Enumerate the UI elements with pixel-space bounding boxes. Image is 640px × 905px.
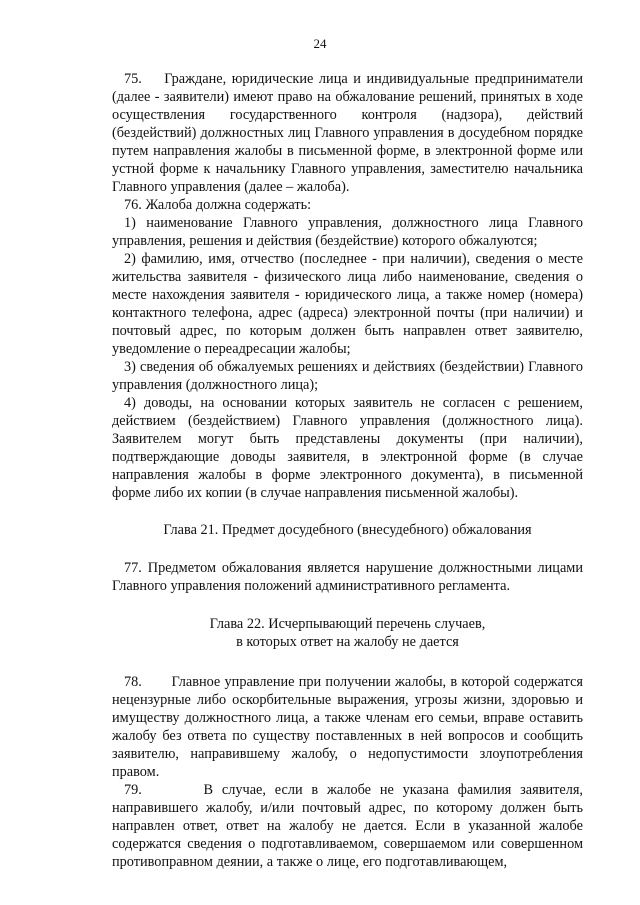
paragraph-76-item-3: 3) сведения об обжалуемых решениях и действиях (бездействии) Главного управления (должностного лица); bbox=[112, 359, 583, 393]
chapter-22-heading bbox=[112, 615, 583, 651]
chapter-22-heading-line-2: в которых ответ на жалобу не дается bbox=[236, 634, 459, 650]
paragraph-79: 79. В случае, если в жалобе не указана фамилия заявителя, направившего жалобу, и/или почтовый адрес, по которому должен быть направлен ответ, ответ на жалобу не дается. Если в указанной жалобе содержатся сведения о подготавливаемом, совершаемом или совершенном противоправном деянии, а также о лице, его подготавливающем, bbox=[112, 782, 583, 870]
paragraph-76-item-4: 4) доводы, на основании которых заявитель не согласен с решением, действием (бездействием) Главного управления (должностного лица). Заявителем могут быть представлены документы (при наличии), подтверждающие доводы заявителя, в электронной форме (в случае направления жалобы в форме электронного документа), в письменной форме либо их копии (в случае направления письменной жалобы). bbox=[112, 395, 583, 501]
paragraph-76-item-2: 2) фамилию, имя, отчество (последнее - при наличии), сведения о месте жительства заявителя - физического лица либо наименование, сведения о месте нахождения заявителя - юридического лица, а также номер (номера) контактного телефона, адрес (адреса) электронной почты (при наличии) и почтовый адрес, по которым должен быть направлен ответ заявителю, уведомление о переадресации жалобы; bbox=[112, 251, 583, 357]
document-body bbox=[112, 70, 583, 871]
paragraph-75: 75. Граждане, юридические лица и индивидуальные предприниматели (далее - заявители) имеют право на обжалование решений, принятых в ходе осуществления государственного контроля (надзора), действий (бездействий) должностных лиц Главного управления в досудебном порядке путем направления жалобы в письменной форме, в электронной форме или устной форме к начальнику Главного управления, заместителю начальника Главного управления (далее – жалоба). bbox=[112, 71, 583, 195]
chapter-21-heading: Глава 21. Предмет досудебного (внесудебного) обжалования bbox=[163, 522, 532, 538]
paragraph-78: 78. Главное управление при получении жалобы, в которой содержатся нецензурные либо оскорбительные выражения, угрозы жизни, здоровью и имуществу должностного лица, а также членам его семьи, вправе оставить жалобу без ответа по существу поставленных в ней вопросов и сообщить заявителю, направившему жалобу, о недопустимости злоупотребления правом. bbox=[112, 674, 583, 780]
page-number: 24 bbox=[313, 36, 327, 51]
chapter-22-heading-line-1: Глава 22. Исчерпывающий перечень случаев, bbox=[209, 616, 486, 632]
paragraph-76: 76. Жалоба должна содержать: bbox=[124, 197, 312, 213]
paragraph-77: 77. Предметом обжалования является нарушение должностными лицами Главного управления положений административного регламента. bbox=[112, 560, 583, 594]
paragraph-76-item-1: 1) наименование Главного управления, должностного лица Главного управления, решения и действия (бездействие) которого обжалуются; bbox=[112, 215, 583, 249]
